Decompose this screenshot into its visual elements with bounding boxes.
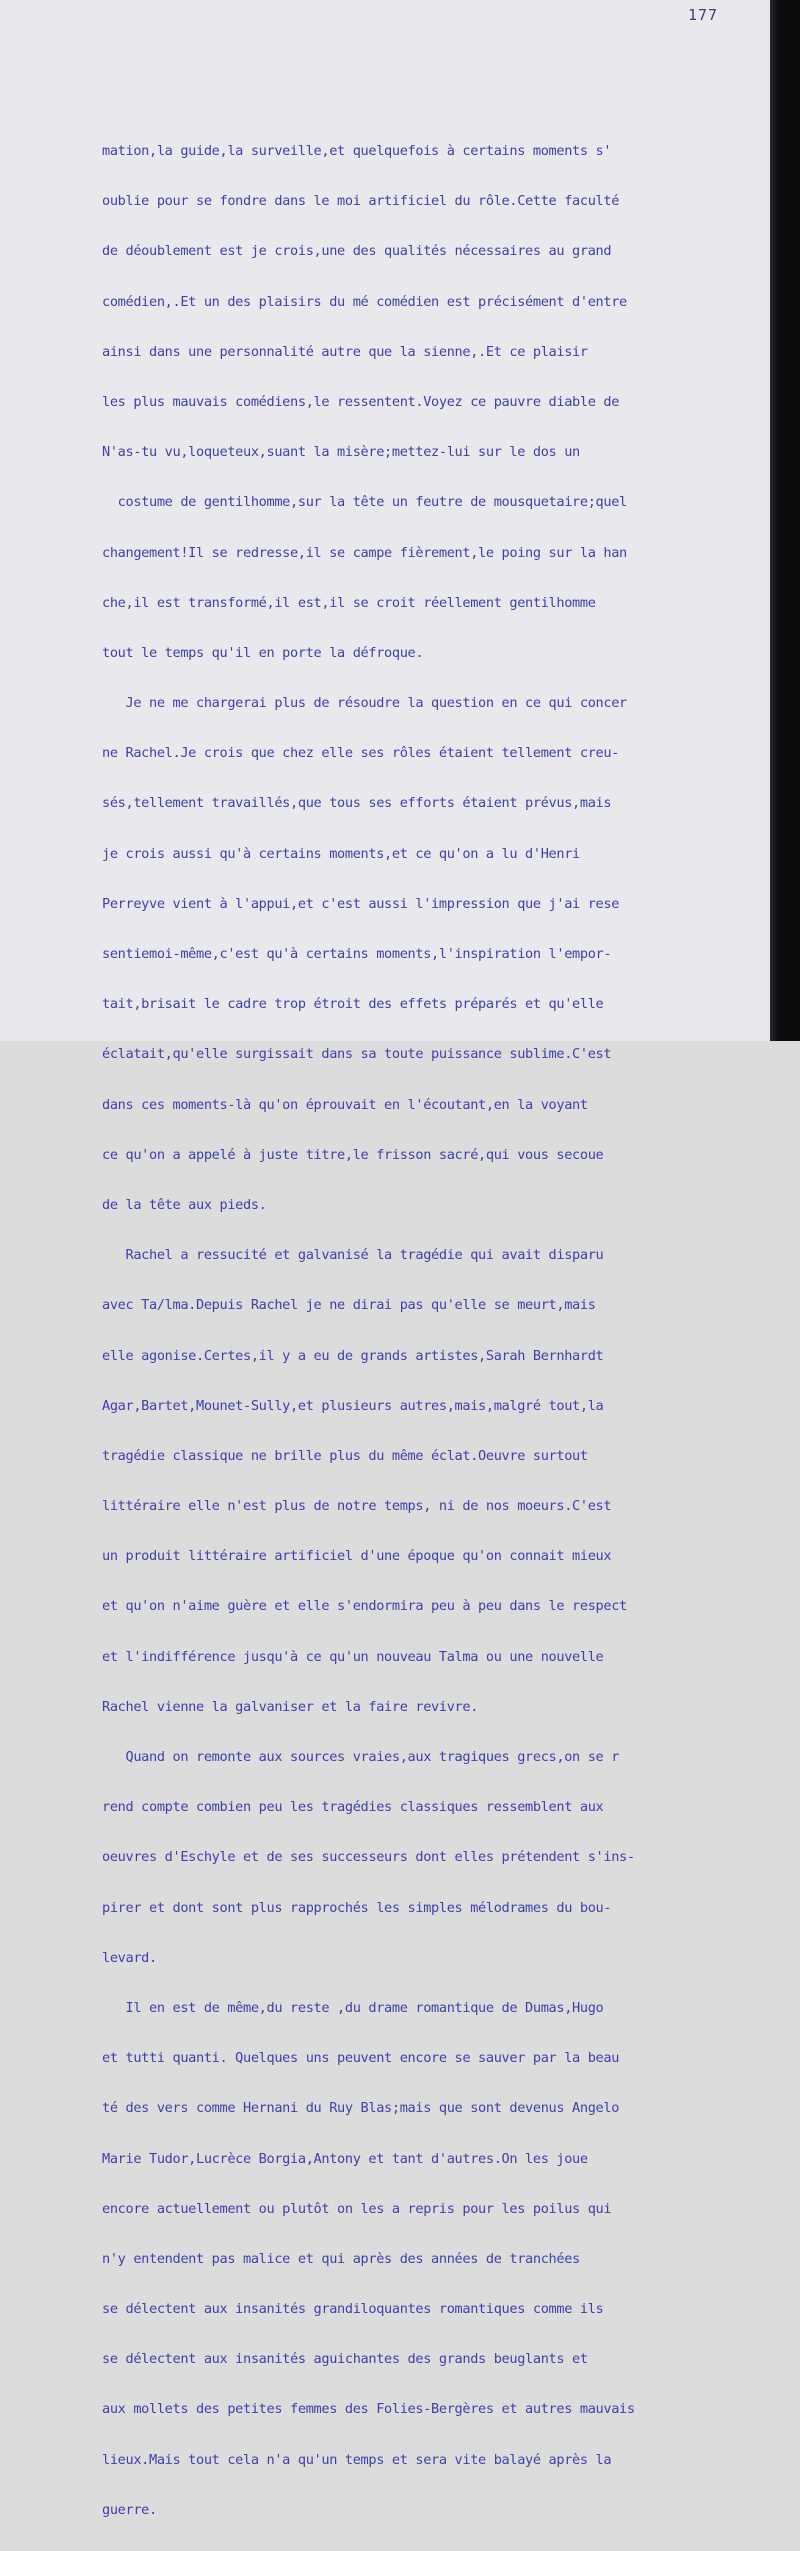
text-line: Marie Tudor,Lucrèce Borgia,Antony et tant d'autres.On les joue — [102, 2150, 588, 2167]
text-line: Je ne me chargerai plus de résoudre la question en ce qui concer — [102, 695, 627, 712]
text-line: Agar,Bartet,Mounet-Sully,et plusieurs autres,mais,malgré tout,la — [102, 1397, 604, 1414]
text-line: che,il est transformé,il est,il se croit réellement gentilhomme — [102, 594, 596, 611]
text-line: N'as-tu vu,loqueteux,suant la misère;mettez-lui sur le dos un — [102, 444, 580, 461]
text-line: encore actuellement ou plutôt on les a repris pour les poilus qui — [102, 2200, 612, 2217]
text-line: rend compte combien peu les tragédies classiques ressemblent aux — [102, 1799, 604, 1816]
text-line: mation,la guide,la surveille,et quelquefois à certains moments s' — [102, 143, 612, 159]
text-line: Il en est de même,du reste ,du drame romantique de Dumas,Hugo — [102, 1999, 604, 2016]
text-line: Perreyve vient à l'appui,et c'est aussi l'impression que j'ai rese — [102, 895, 620, 912]
text-line: aux mollets des petites femmes des Folies-Bergères et autres mauvais — [102, 2401, 635, 2418]
text-line: oeuvres d'Eschyle et de ses successeurs dont elles prétendent s'ins- — [102, 1849, 635, 1866]
text-line: oublie pour se fondre dans le moi artificiel du rôle.Cette faculté — [102, 193, 620, 210]
text-line: ce qu'on a appelé à juste titre,le frisson sacré,qui vous secoue — [102, 1146, 604, 1163]
text-line: costume de gentilhomme,sur la tête un feutre de mousquetaire;quel — [102, 494, 627, 511]
text-line: elle agonise.Certes,il y a eu de grands artistes,Sarah Bernhardt — [102, 1347, 604, 1364]
text-line: tragédie classique ne brille plus du même éclat.Oeuvre surtout — [102, 1447, 588, 1464]
typed-text-body — [102, 110, 782, 2551]
text-line: se délectent aux insanités aguichantes des grands beuglants et — [102, 2351, 588, 2368]
text-line: se délectent aux insanités grandiloquantes romantiques comme ils — [102, 2301, 604, 2318]
text-line: pirer et dont sont plus rapprochés les simples mélodrames du bou- — [102, 1899, 612, 1916]
text-line: tout le temps qu'il en porte la défroque. — [102, 644, 424, 661]
text-line: éclatait,qu'elle surgissait dans sa toute puissance sublime.C'est — [102, 1046, 612, 1063]
text-line: tait,brisait le cadre trop étroit des effets préparés et qu'elle — [102, 996, 604, 1013]
text-line: de la tête aux pieds. — [102, 1196, 267, 1213]
text-line: ne Rachel.Je crois que chez elle ses rôles étaient tellement creu- — [102, 745, 620, 762]
text-line: levard. — [102, 1949, 157, 1966]
text-line: je crois aussi qu'à certains moments,et ce qu'on a lu d'Henri — [102, 845, 580, 862]
text-line: comédien,.Et un des plaisirs du mé comédien est précisément d'entre — [102, 293, 627, 310]
text-line: lieux.Mais tout cela n'a qu'un temps et sera vite balayé après la — [102, 2451, 612, 2468]
text-line: littéraire elle n'est plus de notre temps, ni de nos moeurs.C'est — [102, 1498, 612, 1515]
text-line: ainsi dans une personnalité autre que la sienne,.Et ce plaisir — [102, 343, 588, 360]
text-line: sentiemoi-même,c'est qu'à certains moments,l'inspiration l'empor- — [102, 946, 612, 962]
page-number: 177 — [688, 6, 719, 24]
text-line: avec Ta/lma.Depuis Rachel je ne dirai pas qu'elle se meurt,mais — [102, 1297, 596, 1314]
text-line: Rachel vienne la galvaniser et la faire revivre. — [102, 1698, 479, 1715]
text-line: Quand on remonte aux sources vraies,aux tragiques grecs,on se r — [102, 1749, 620, 1765]
text-line: guerre. — [102, 2501, 157, 2518]
text-line: et qu'on n'aime guère et elle s'endormira peu à peu dans le respect — [102, 1598, 627, 1615]
text-line: Rachel a ressucité et galvanisé la tragédie qui avait disparu — [102, 1247, 604, 1264]
text-line: n'y entendent pas malice et qui après des années de tranchées — [102, 2250, 580, 2267]
text-line: un produit littéraire artificiel d'une époque qu'on connait mieux — [102, 1548, 612, 1565]
text-line: et l'indifférence jusqu'à ce qu'un nouveau Talma ou une nouvelle — [102, 1648, 604, 1665]
text-line: de déoublement est je crois,une des qualités nécessaires au grand — [102, 243, 612, 260]
scan-dark-edge — [770, 0, 800, 1041]
text-line: té des vers comme Hernani du Ruy Blas;mais que sont devenus Angelo — [102, 2100, 620, 2117]
text-line: sés,tellement travaillés,que tous ses efforts étaient prévus,mais — [102, 795, 612, 812]
text-line: changement!Il se redresse,il se campe fièrement,le poing sur la han — [102, 544, 627, 561]
text-line: les plus mauvais comédiens,le ressentent.Voyez ce pauvre diable de — [102, 393, 620, 410]
text-line: dans ces moments-là qu'on éprouvait en l'écoutant,en la voyant — [102, 1096, 588, 1113]
text-line: et tutti quanti. Quelques uns peuvent encore se sauver par la beau — [102, 2050, 620, 2067]
